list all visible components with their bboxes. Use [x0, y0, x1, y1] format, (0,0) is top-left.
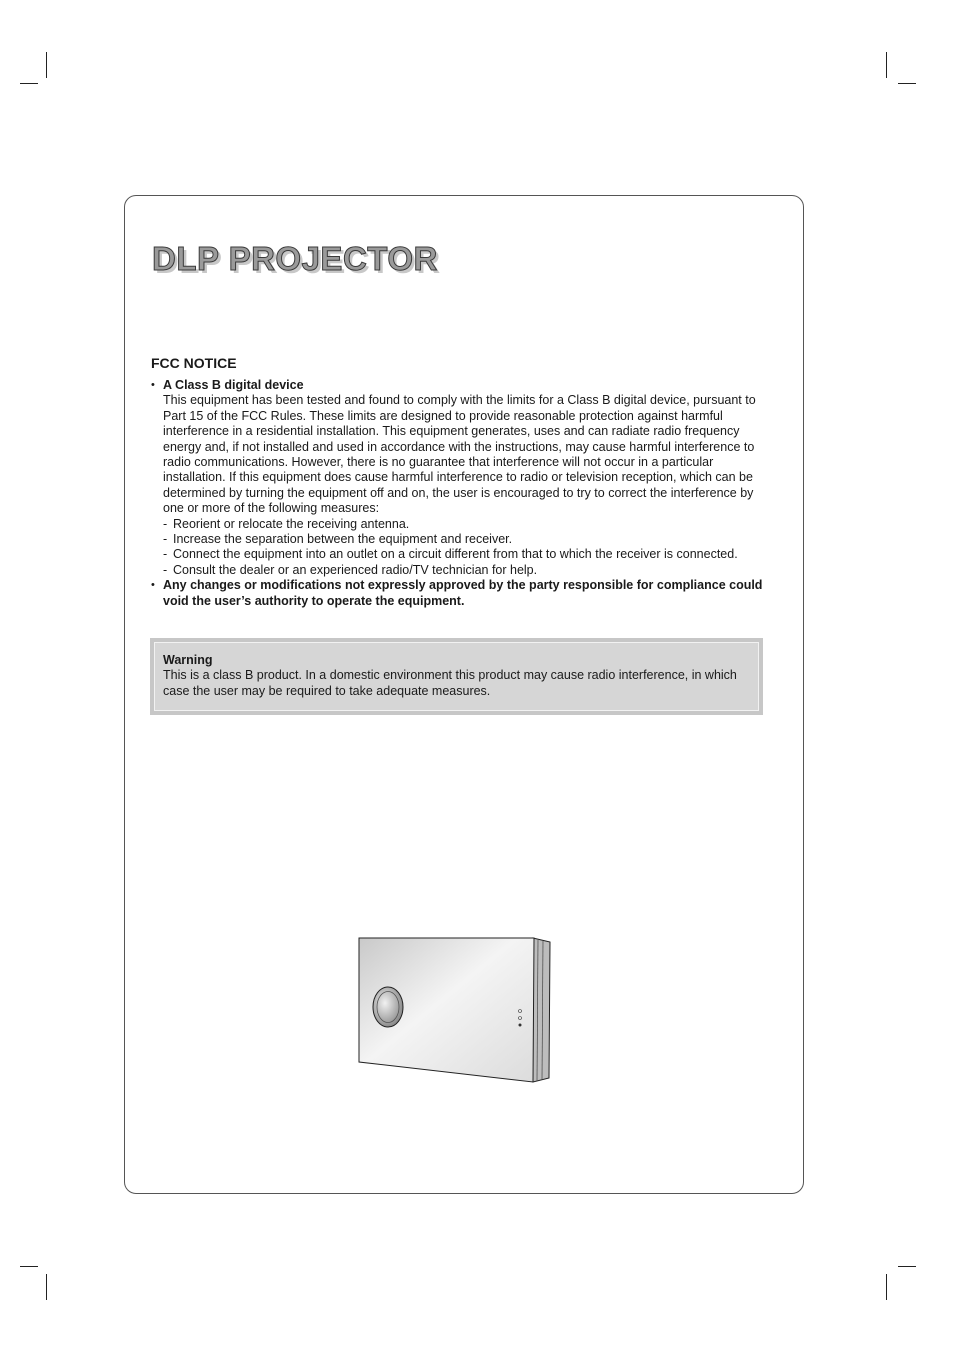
fcc-item-class-b — [151, 378, 766, 578]
measures-list — [163, 517, 766, 579]
page-title: DLP PROJECTOR — [152, 240, 438, 277]
measure-item: - Reorient or relocate the receiving antenna. — [163, 517, 766, 532]
measure-item: - Consult the dealer or an experienced radio/TV technician for help. — [163, 563, 766, 578]
fcc-item-title: A Class B digital device — [163, 378, 304, 392]
crop-mark — [20, 83, 38, 84]
indicator-icon — [519, 1024, 522, 1027]
projector-illustration — [355, 935, 555, 1085]
warning-box-inner — [154, 642, 759, 711]
crop-mark — [898, 1266, 916, 1267]
crop-mark — [46, 1274, 47, 1300]
projector-side — [533, 938, 550, 1082]
bullet-icon: • — [151, 379, 155, 391]
crop-mark — [898, 83, 916, 84]
crop-mark — [46, 52, 47, 78]
fcc-notice-heading: FCC NOTICE — [151, 355, 237, 371]
fcc-item-body: This equipment has been tested and found to comply with the limits for a Class B digital device, pursuant to Part 15 of the FCC Rules. These limits are designed to provide reasonable protection against harmful interference in a residential installation. This equipment generates, uses and can radiate radio frequency energy and, if not installed and used in accordance with the instructions, may cause harmful interference to radio communications. However, there is no guarantee that interference will not occur in a particular installation. If this equipment does cause harmful interference to radio or television reception, which can be determined by turning the equipment off and on, the user is encouraged to try to correct the interference by one or more of the following measures: — [163, 393, 756, 516]
crop-mark — [886, 52, 887, 78]
measure-item: - Connect the equipment into an outlet on a circuit different from that to which the receiver is connected. — [163, 547, 766, 562]
warning-box — [150, 638, 763, 715]
fcc-notice-content — [151, 378, 766, 609]
warning-title: Warning — [163, 653, 213, 667]
fcc-item-modifications — [151, 578, 766, 609]
warning-text: This is a class B product. In a domestic environment this product may cause radio interference, in which case the user may be required to take adequate measures. — [163, 668, 737, 698]
crop-mark — [886, 1274, 887, 1300]
crop-mark — [20, 1266, 38, 1267]
bullet-icon: • — [151, 579, 155, 592]
modifications-notice: Any changes or modifications not expressly approved by the party responsible for compliance could void the user’s authority to operate the equipment. — [163, 578, 763, 608]
lens-icon — [373, 987, 403, 1027]
measure-item: - Increase the separation between the equipment and receiver. — [163, 532, 766, 547]
